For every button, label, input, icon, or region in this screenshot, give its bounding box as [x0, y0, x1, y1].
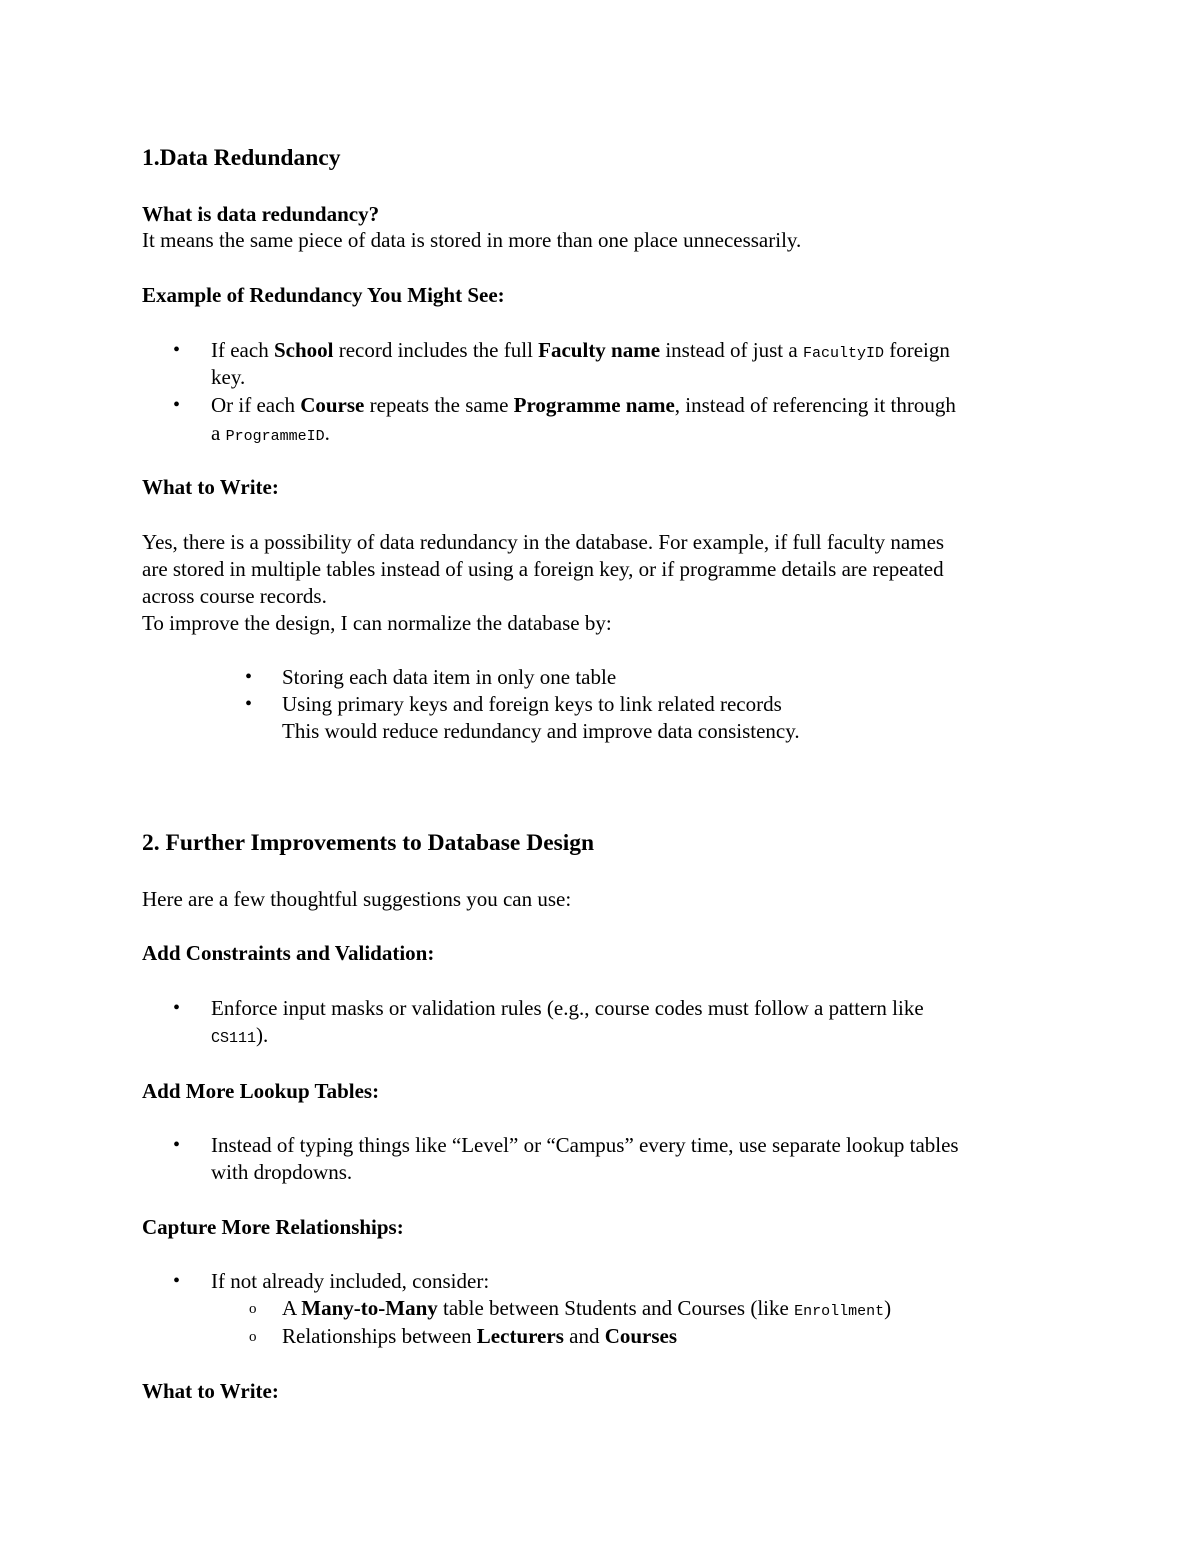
section-2-heading: 2. Further Improvements to Database Design — [142, 830, 595, 856]
bullet-glyph: • — [173, 1270, 181, 1292]
constraints-bullet: Enforce input masks or validation rules (e.g., course codes must follow a pattern like — [211, 996, 924, 1020]
relationships-bullet: If not already included, consider: — [211, 1269, 490, 1293]
question-label: What is data redundancy? — [142, 202, 380, 226]
example-label: Example of Redundancy You Might See: — [142, 283, 505, 307]
relationships-label: Capture More Relationships: — [142, 1215, 404, 1239]
example-bullet-1-continuation: key. — [211, 365, 246, 389]
code-faculty-id: FacultyID — [802, 345, 884, 362]
example-bullet-1: If each School record includes the full Faculty name instead of just a FacultyID foreign — [211, 338, 950, 362]
bullet-glyph: • — [245, 666, 253, 688]
paragraph-line: Yes, there is a possibility of data redundancy in the database. For example, if full faculty names — [142, 530, 945, 554]
lookup-bullet-continuation: with dropdowns. — [211, 1160, 353, 1184]
normalize-continuation: This would reduce redundancy and improve data consistency. — [282, 719, 800, 743]
bullet-glyph: • — [173, 339, 181, 361]
constraints-label: Add Constraints and Validation: — [142, 941, 435, 965]
circle-bullet-glyph: o — [249, 1329, 257, 1345]
bullet-glyph: • — [173, 394, 181, 416]
paragraph-line: across course records. — [142, 584, 327, 608]
circle-bullet-glyph: o — [249, 1301, 257, 1317]
normalize-bullet-1: Storing each data item in only one table — [282, 665, 617, 689]
example-bullet-2: Or if each Course repeats the same Programme name, instead of referencing it through — [211, 393, 956, 417]
what-to-write-label-2: What to Write: — [142, 1379, 279, 1403]
lookup-bullet: Instead of typing things like “Level” or “Campus” every time, use separate lookup tables — [211, 1133, 959, 1157]
what-to-write-label: What to Write: — [142, 475, 279, 499]
example-bullet-2-continuation: a ProgrammeID. — [211, 421, 330, 445]
paragraph-line: are stored in multiple tables instead of using a foreign key, or if programme details are repeated — [142, 557, 944, 581]
section-1-heading: 1.Data Redundancy — [142, 145, 341, 171]
code-enrollment: Enrollment — [794, 1303, 885, 1320]
code-programme-id: ProgrammeID — [225, 428, 325, 445]
bullet-glyph: • — [245, 693, 253, 715]
bullet-glyph: • — [173, 1134, 181, 1156]
bullet-glyph: • — [173, 997, 181, 1019]
question-answer: It means the same piece of data is stored in more than one place unnecessarily. — [142, 228, 802, 252]
code-cs111: CS111 — [211, 1030, 257, 1047]
section-2-intro: Here are a few thoughtful suggestions you can use: — [142, 887, 572, 911]
constraints-bullet-continuation: CS111). — [211, 1023, 269, 1047]
relationship-sub-2: Relationships between Lecturers and Courses — [282, 1324, 678, 1348]
paragraph-line: To improve the design, I can normalize the database by: — [142, 611, 612, 635]
normalize-bullet-2: Using primary keys and foreign keys to link related records — [282, 692, 782, 716]
relationship-sub-1: A Many-to-Many table between Students and Courses (like Enrollment) — [282, 1296, 892, 1320]
lookup-label: Add More Lookup Tables: — [142, 1079, 380, 1103]
